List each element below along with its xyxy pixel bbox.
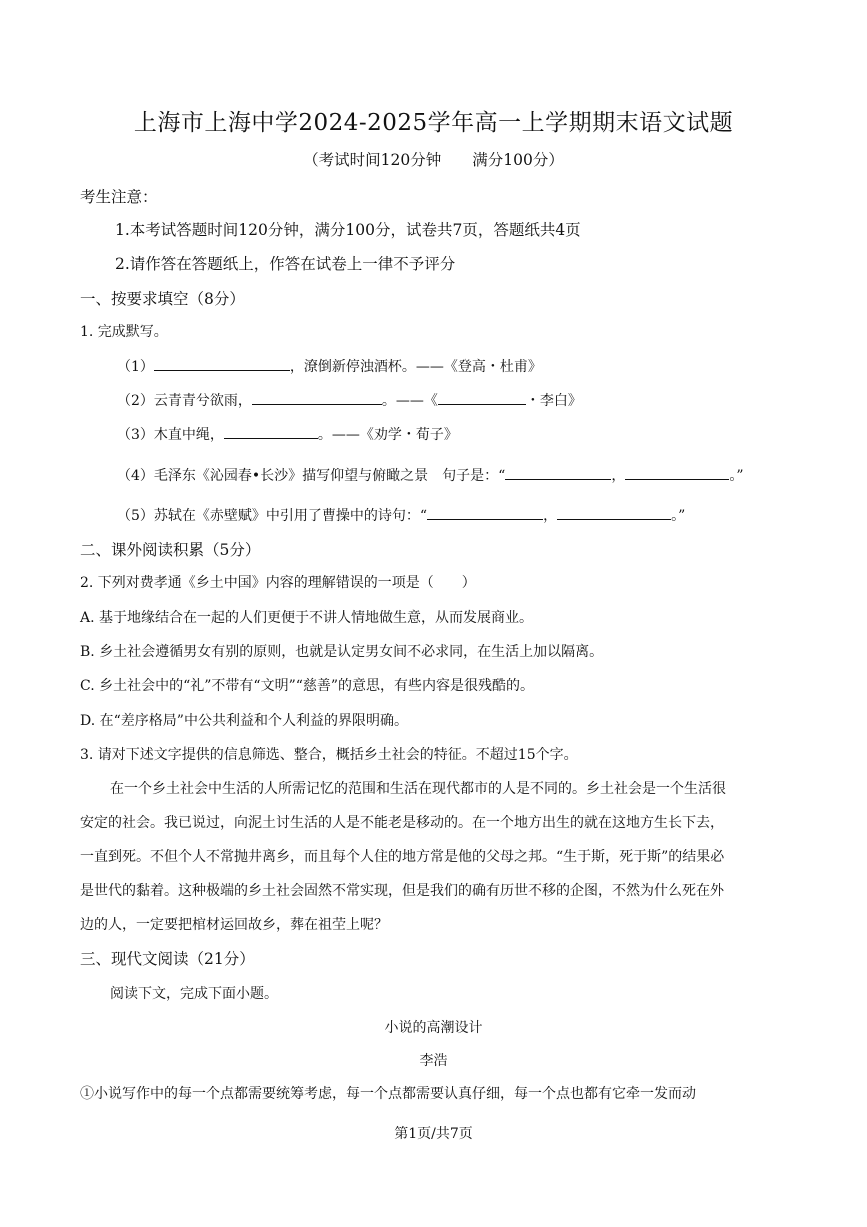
- article-paragraph: ①小说写作中的每一个点都需要统筹考虑，每一个点都需要认真仔细，每一个点也都有它牵一发而动: [80, 1086, 696, 1102]
- item-text: 。”: [671, 508, 686, 524]
- answer-blank: [252, 390, 382, 405]
- option-d: D. 在“差序格局”中公共利益和个人利益的界限明确。: [80, 713, 408, 729]
- recite-item-1: [117, 356, 542, 376]
- answer-blank: [557, 505, 671, 520]
- passage-line: 一直到死。不但个人不常抛井离乡，而且每个人住的地方常是他的父母之邦。“生于斯，死于斯”的结果必: [80, 849, 725, 865]
- option-b: B. 乡土社会遵循男女有别的原则，也就是认定男女间不必求同，在生活上加以隔离。: [80, 644, 604, 660]
- exam-subtitle: （考试时间120分钟 满分100分）: [303, 151, 564, 169]
- passage-line: 是世代的黏着。这种极端的乡土社会固然不常实现，但是我们的确有历世不移的企图，不然为什么死在外: [80, 883, 724, 899]
- article-title: 小说的高潮设计: [384, 1020, 483, 1036]
- answer-blank: [625, 465, 729, 480]
- notice-heading: 考生注意：: [80, 188, 158, 206]
- page-number: 第1页/共7页: [394, 1126, 473, 1142]
- option-c: C. 乡土社会中的“礼”不带有“文明”“慈善”的意思，有些内容是很残酷的。: [80, 678, 535, 694]
- answer-blank: [438, 390, 526, 405]
- answer-blank: [505, 465, 611, 480]
- section-heading: 二、课外阅读积累（5分）: [80, 541, 261, 559]
- recite-item-5: [117, 505, 685, 525]
- option-a: A. 基于地缘结合在一起的人们更便于不讲人情地做生意，从而发展商业。: [80, 610, 534, 626]
- answer-blank: [224, 424, 318, 439]
- item-text: （2）云青青兮欲雨，: [117, 393, 252, 409]
- item-text: ，潦倒新停浊酒杯。——《登高・杜甫》: [289, 359, 542, 375]
- passage-line: 在一个乡土社会中生活的人所需记忆的范围和生活在现代都市的人是不同的。乡土社会是一个生活很: [110, 781, 726, 797]
- item-text: ，: [543, 508, 558, 524]
- item-text: 。”: [729, 468, 744, 484]
- recite-item-4: [117, 465, 744, 485]
- item-text: ，: [611, 468, 626, 484]
- recite-item-3: [117, 424, 458, 444]
- article-author: 李浩: [419, 1053, 448, 1069]
- item-text: 。——《: [381, 393, 438, 409]
- section-heading: 三、现代文阅读（21分）: [80, 950, 255, 968]
- recite-item-2: [117, 390, 582, 410]
- item-text: （5）苏轼在《赤壁赋》中引用了曹操中的诗句：“: [117, 508, 428, 524]
- item-text: 。——《劝学・荀子》: [317, 427, 458, 443]
- item-text: （3）木直中绳，: [117, 427, 224, 443]
- answer-blank: [427, 505, 543, 520]
- section-heading: 一、按要求填空（8分）: [80, 290, 245, 308]
- question-3: 3. 请对下述文字提供的信息筛选、整合，概括乡土社会的特征。不超过15个字。: [80, 747, 578, 763]
- item-text: ・李白》: [525, 393, 582, 409]
- question-1: 1. 完成默写。: [80, 324, 168, 340]
- reading-instruction: 阅读下文，完成下面小题。: [110, 986, 278, 1002]
- answer-blank: [154, 356, 290, 371]
- notice-item: 1.本考试答题时间120分钟，满分100分，试卷共7页，答题纸共4页: [115, 221, 581, 239]
- question-2: 2. 下列对费孝通《乡土中国》内容的理解错误的一项是（ ）: [80, 575, 476, 591]
- item-text: （4）毛泽东《沁园春•长沙》描写仰望与俯瞰之景 句子是：“: [117, 468, 506, 484]
- notice-item: 2.请作答在答题纸上，作答在试卷上一律不予评分: [115, 255, 456, 273]
- passage-line: 安定的社会。我已说过，向泥土讨生活的人是不能老是移动的。在一个地方出生的就在这地方生长下去，: [80, 815, 724, 831]
- item-number: （1）: [117, 359, 154, 375]
- exam-title: 上海市上海中学2024-2025学年高一上学期期末语文试题: [133, 110, 734, 136]
- passage-line: 边的人，一定要把棺材运回故乡，葬在祖茔上呢？: [80, 917, 388, 933]
